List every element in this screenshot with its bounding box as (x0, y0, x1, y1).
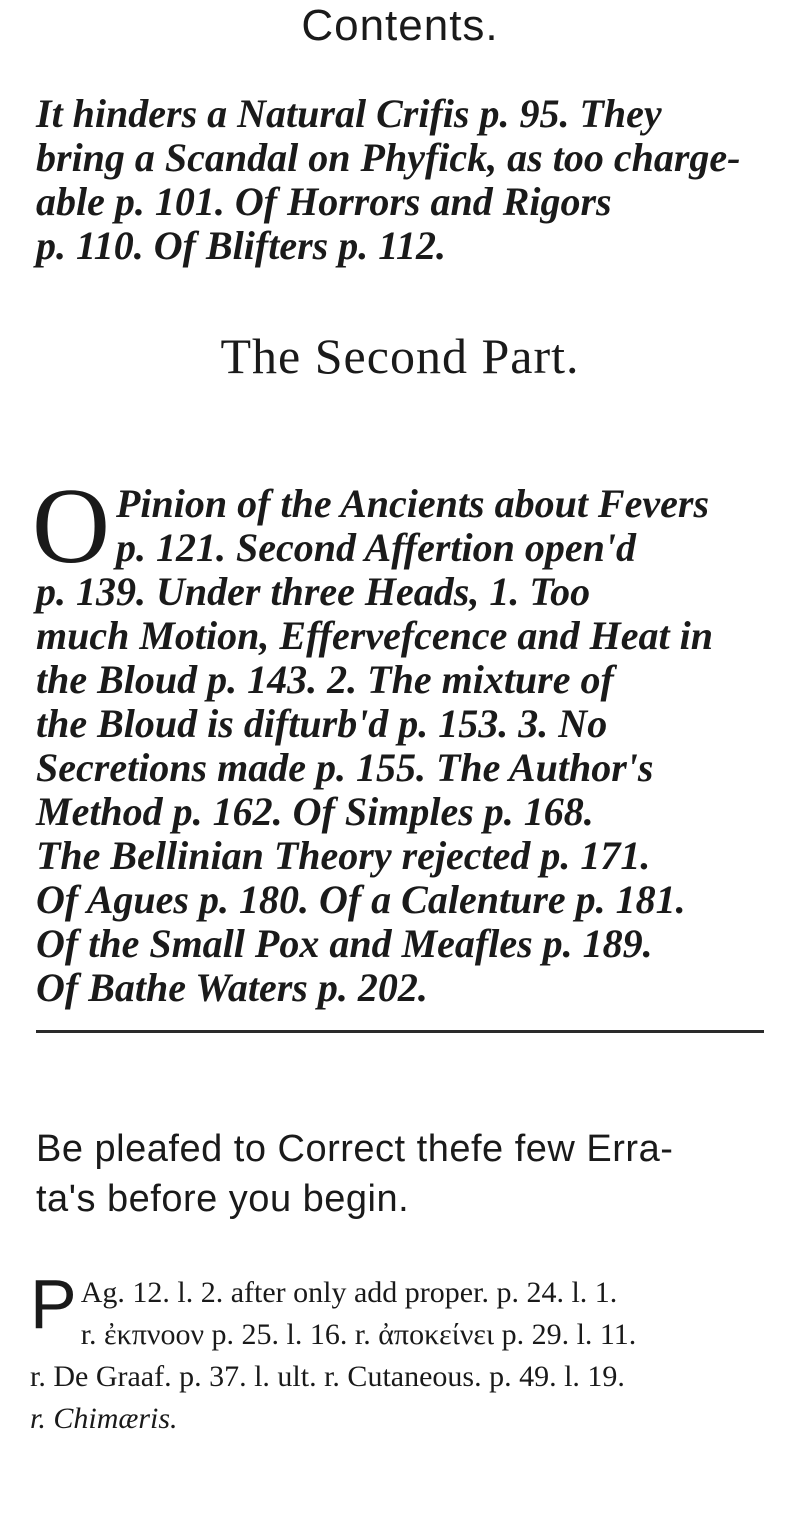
contents-line: much Motion, Effervefcence and Heat in (36, 613, 713, 658)
contents-line: Secretions made p. 155. The Author's (36, 745, 654, 790)
errata-list (30, 1265, 780, 1440)
drop-cap: O (32, 467, 110, 586)
contents-line: Pinion of the Ancients about Fevers (116, 481, 710, 526)
contents-line: bring a Scandal on Phyfick, as too charge- (36, 135, 741, 180)
contents-line: p. 139. Under three Heads, 1. Too (36, 569, 591, 614)
contents-line: It hinders a Natural Crifis p. 95. They (36, 91, 662, 136)
errata-note-line: Be pleafed to Correct thefe few Erra- (36, 1128, 674, 1170)
section-title-second-part: The Second Part. (220, 328, 580, 384)
contents-line: Of Agues p. 180. Of a Calenture p. 181. (36, 877, 686, 922)
divider-rule (36, 1030, 764, 1033)
errata-note (36, 1124, 772, 1224)
errata-note-line: ta's before you begin. (36, 1178, 410, 1220)
contents-line: p. 110. Of Blifters p. 112. (36, 223, 447, 268)
errata-line: r. ἐκπνοον p. 25. l. 16. r. ἀποκείνει p. 29. l. 11. (80, 1318, 637, 1351)
contents-line: able p. 101. Of Horrors and Rigors (36, 179, 612, 224)
running-head: Contents. (301, 1, 499, 50)
contents-line: Method p. 162. Of Simples p. 168. (36, 789, 594, 834)
contents-first-part-continued (36, 92, 772, 268)
contents-line: p. 121. Second Affertion open'd (116, 525, 637, 570)
errata-drop-cap: P (30, 1265, 77, 1343)
errata-line: r. Chimæris. (30, 1402, 178, 1435)
errata-line: r. De Graaf. p. 37. l. ult. r. Cutaneous. p. 49. l. 19. (30, 1360, 625, 1393)
contents-line: the Bloud p. 143. 2. The mixture of (36, 657, 614, 702)
contents-line: Of the Small Pox and Meafles p. 189. (36, 921, 653, 966)
contents-line: the Bloud is difturb'd p. 153. 3. No (36, 701, 608, 746)
contents-line: The Bellinian Theory rejected p. 171. (36, 833, 651, 878)
contents-line: Of Bathe Waters p. 202. (36, 965, 428, 1010)
contents-second-part (32, 467, 772, 1010)
errata-line: Ag. 12. l. 2. after only add proper. p. 24. l. 1. (80, 1276, 618, 1309)
